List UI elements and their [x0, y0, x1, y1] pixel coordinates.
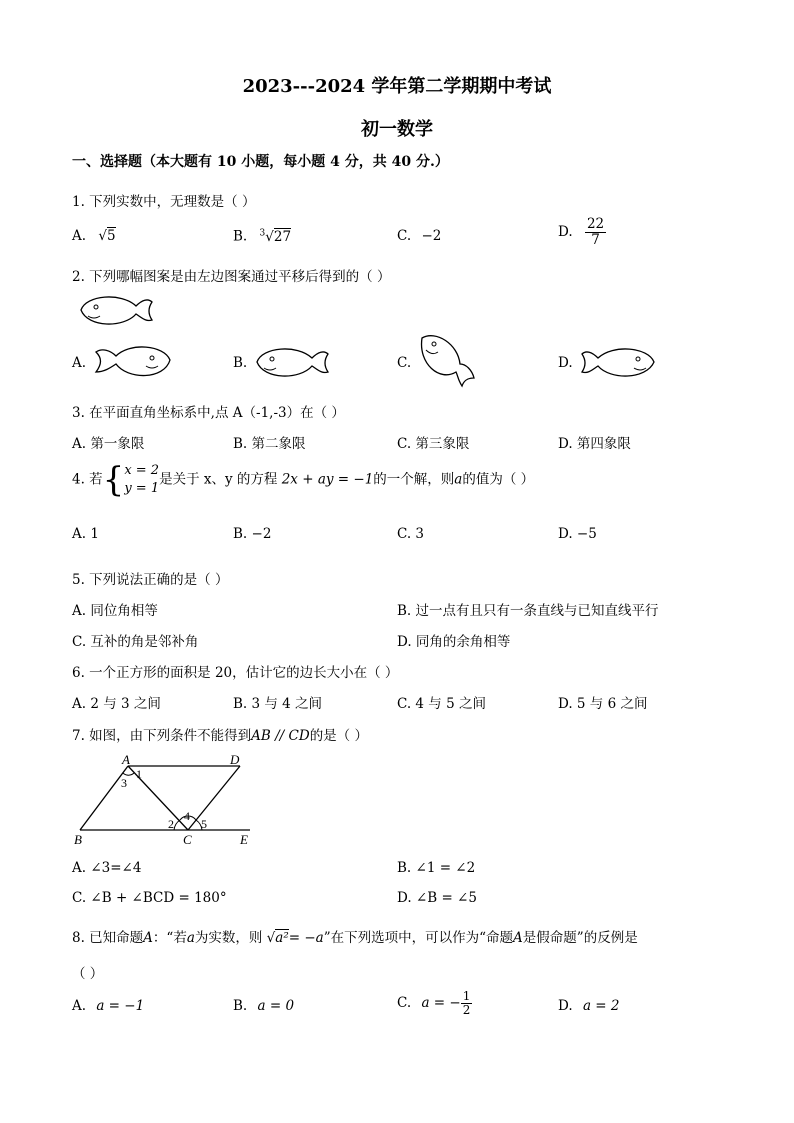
q7-label-A: A	[122, 752, 130, 767]
q7-option-b: B. ∠1 = ∠2	[397, 860, 476, 876]
q3-option-d: D. 第四象限	[558, 436, 631, 452]
q7-label-C: C	[183, 832, 192, 847]
q7-angle-5: 5	[201, 817, 207, 831]
q5-option-b: B. 过一点有且只有一条直线与已知直线平行	[397, 603, 659, 619]
exam-title: 2023---2024 学年第二学期期中考试	[242, 76, 552, 97]
q7-label-D: D	[230, 752, 240, 767]
q8-stem: 8. 已知命题A：“若a为实数，则 √a²= −a”在下列选项中，可以作为“命题A是假命题”的反例是	[72, 930, 638, 946]
q5-option-d: D. 同角的余角相等	[397, 634, 511, 650]
q7-angle-2: 2	[168, 817, 174, 831]
q5-option-a: A. 同位角相等	[72, 603, 158, 619]
q3-option-c: C. 第三象限	[397, 436, 470, 452]
section-heading: 一、选择题（本大题有 10 小题，每小题 4 分，共 40 分.）	[72, 154, 449, 170]
exam-subtitle: 初一数学	[361, 119, 433, 140]
q8-stem-paren: （ ）	[72, 966, 104, 982]
q7-option-c: C. ∠B + ∠BCD = 180°	[72, 890, 227, 906]
q1-stem: 1. 下列实数中，无理数是（ ）	[72, 194, 256, 210]
q4-stem: 4. 若{ x = 2 y = 1 是关于 x、y 的方程 2x + ay = −1的一个解，则a的值为（ ）	[72, 460, 535, 501]
q3-stem: 3. 在平面直角坐标系中,点 A（-1,-3）在（ ）	[72, 405, 345, 421]
q2-option-c-fish-image	[414, 330, 480, 392]
q6-option-c: C. 4 与 5 之间	[397, 696, 486, 712]
q8-option-d: D. a = 2	[558, 998, 620, 1014]
q2-reference-fish-image	[76, 290, 156, 332]
q4-option-b: B. −2	[233, 526, 272, 542]
q1-option-c: C. −2	[397, 228, 442, 244]
q7-label-E: E	[240, 832, 248, 847]
q2-option-b-fish-image	[252, 342, 332, 384]
q1-option-d: D. $\frac{22}{7}$	[558, 216, 605, 248]
q6-option-a: A. 2 与 3 之间	[72, 696, 161, 712]
q2-option-a-fish-image	[92, 340, 174, 384]
q7-option-a: A. ∠3=∠4	[72, 860, 142, 876]
q5-stem: 5. 下列说法正确的是（ ）	[72, 572, 229, 588]
q1-option-a: A. √5	[72, 228, 116, 244]
q6-option-d: D. 5 与 6 之间	[558, 696, 648, 712]
q7-option-d: D. ∠B = ∠5	[397, 890, 477, 906]
q3-option-a: A. 第一象限	[72, 436, 145, 452]
q7-parallelogram-figure	[70, 748, 260, 848]
q6-stem: 6. 一个正方形的面积是 20，估计它的边长大小在（ ）	[72, 665, 399, 681]
q4-option-d: D. −5	[558, 526, 597, 542]
q8-option-b: B. a = 0	[233, 998, 295, 1014]
q7-angle-3: 3	[121, 776, 127, 790]
q4-option-a: A. 1	[72, 526, 99, 542]
q7-stem: 7. 如图，由下列条件不能得到AB // CD的是（ ）	[72, 728, 368, 744]
q2-option-a-label: A.	[72, 355, 87, 371]
q7-angle-4: 4	[184, 809, 190, 823]
q5-option-c: C. 互补的角是邻补角	[72, 634, 199, 650]
q2-option-d-label: D.	[558, 355, 573, 371]
q2-option-d-fish-image	[578, 342, 658, 384]
q8-option-a: A. a = −1	[72, 998, 145, 1014]
q6-option-b: B. 3 与 4 之间	[233, 696, 323, 712]
q2-option-b-label: B.	[233, 355, 248, 371]
q2-option-c-label: C.	[397, 355, 412, 371]
q2-stem: 2. 下列哪幅图案是由左边图案通过平移后得到的（ ）	[72, 269, 391, 285]
q3-option-b: B. 第二象限	[233, 436, 306, 452]
q7-angle-1: 1	[136, 767, 142, 781]
q8-option-c: C. a = − $\frac{1}{2}$	[397, 989, 471, 1018]
q7-label-B: B	[74, 832, 82, 847]
q1-option-b: B. $^3$√27	[233, 228, 292, 245]
q4-option-c: C. 3	[397, 526, 425, 542]
